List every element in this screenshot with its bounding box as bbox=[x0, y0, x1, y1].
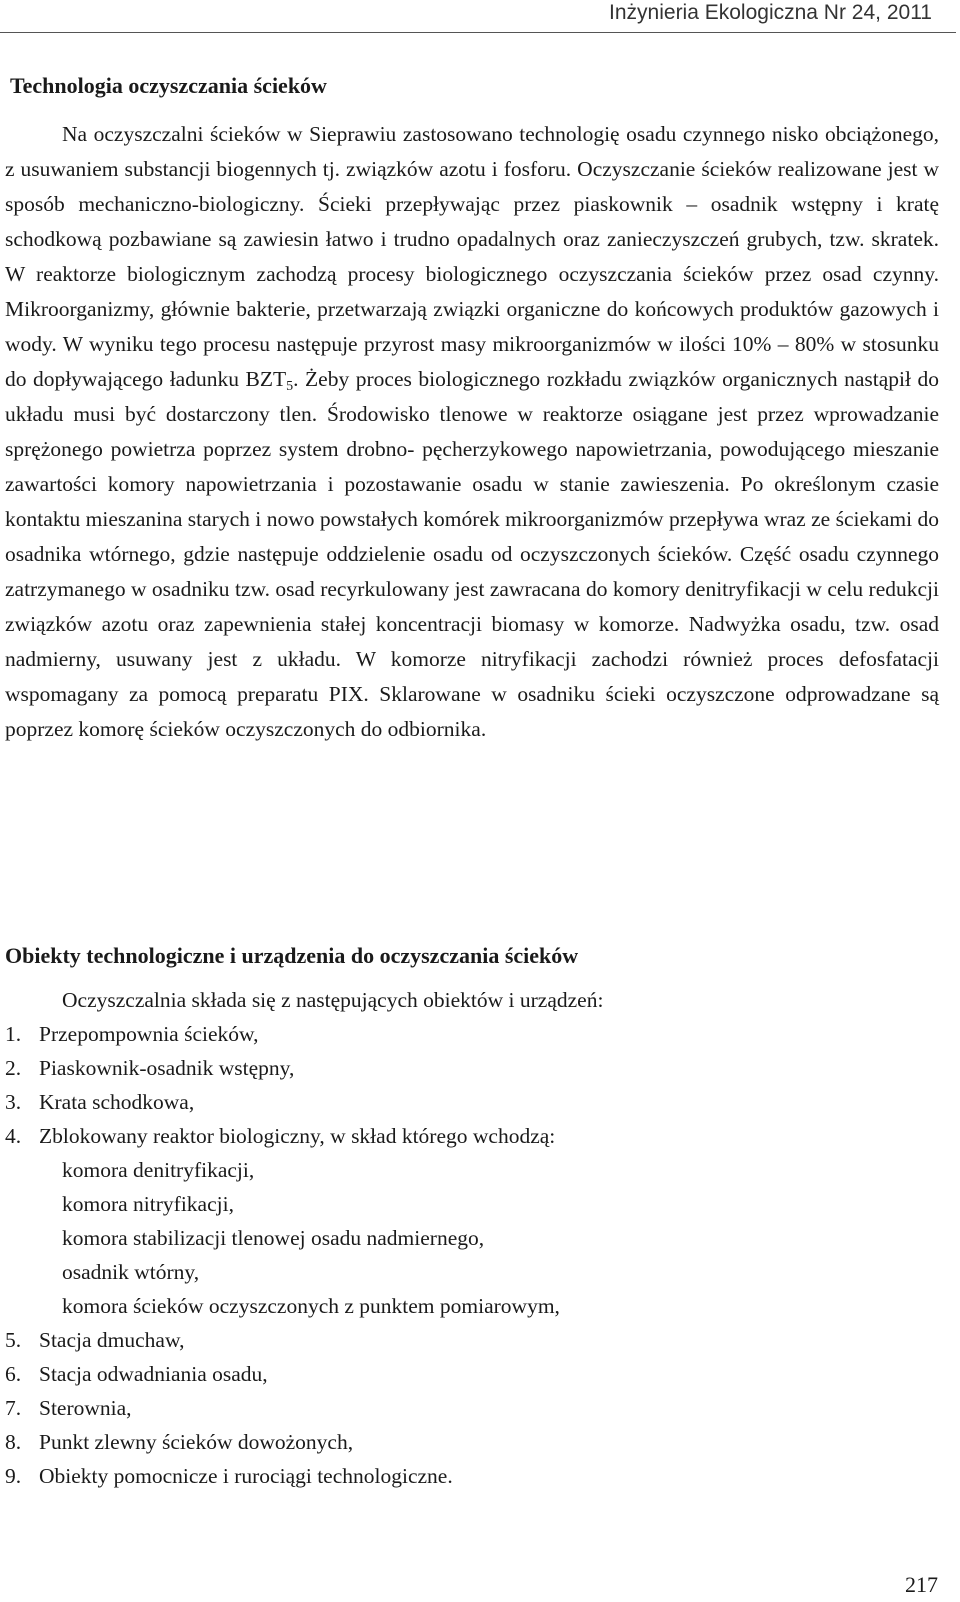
sublist-item: komora stabilizacji tlenowej osadu nadmiernego, bbox=[62, 1226, 485, 1250]
list-item bbox=[5, 1085, 560, 1119]
list-item-text: Stacja dmuchaw, bbox=[39, 1328, 185, 1352]
body-paragraph bbox=[5, 117, 939, 747]
list-number: 6. bbox=[5, 1362, 22, 1386]
bzt-subscript: 5 bbox=[286, 379, 294, 394]
reactor-sublist bbox=[5, 1153, 560, 1323]
list-item-text: Punkt zlewny ścieków dowożonych, bbox=[39, 1430, 354, 1454]
list-intro: Oczyszczalnia składa się z następujących obiektów i urządzeń: bbox=[62, 988, 604, 1012]
list-number: 3. bbox=[5, 1090, 22, 1114]
list-number: 5. bbox=[5, 1328, 22, 1352]
sublist-item: komora nitryfikacji, bbox=[62, 1192, 234, 1216]
list-item bbox=[5, 1323, 560, 1357]
list-number: 9. bbox=[5, 1464, 22, 1488]
list-number: 7. bbox=[5, 1396, 22, 1420]
header-rule bbox=[0, 32, 956, 33]
list-item-text: Obiekty pomocnicze i rurociągi technologiczne. bbox=[39, 1464, 453, 1488]
list-item-text: Krata schodkowa, bbox=[39, 1090, 195, 1114]
objects-list bbox=[5, 1017, 560, 1493]
list-item-text: Przepompownia ścieków, bbox=[39, 1022, 259, 1046]
list-item bbox=[5, 1357, 560, 1391]
list-item-text: Piaskownik-osadnik wstępny, bbox=[39, 1056, 295, 1080]
paragraph-text-continued: . Żeby proces biologicznego rozkładu związków organicznych nastąpił do układu musi być dostarczony tlen. Środowisko tlenowe w reaktorze osiągane jest przez wprowadzanie sprężonego powietrza poprzez system drobno- pęcherzykowego napowietrzania, powodującego mieszanie zawartości komory napowietrzania i pozostawanie osadu w stanie zawieszenia. Po określonym czasie kontaktu mieszanina starych i nowo powstałych komórek mikroorganizmów przepływa wraz ze ściekami do osadnika wtórnego, gdzie następuje oddzielenie osadu od oczyszczonych ścieków. Część osadu czynnego zatrzymanego w osadniku tzw. osad recyrkulowany jest zawracana do komory denitryfikacji w celu redukcji związków azotu oraz zapewnienia stałej koncentracji biomasy w komorze. Nadwyżka osadu, tzw. osad nadmierny, usuwany jest z układu. W komorze nitryfikacji zachodzi również proces defosfatacji wspomagany za pomocą preparatu PIX. Sklarowane w osadniku ścieki oczyszczone odprowadzane są poprzez komorę ścieków oczyszczonych do odbiornika. bbox=[5, 367, 939, 741]
page-number: 217 bbox=[905, 1572, 938, 1597]
running-header: Inżynieria Ekologiczna Nr 24, 2011 bbox=[609, 1, 932, 24]
list-item bbox=[5, 1051, 560, 1085]
sublist-item: komora ścieków oczyszczonych z punktem pomiarowym, bbox=[62, 1294, 560, 1318]
section-heading-objects: Obiekty technologiczne i urządzenia do oczyszczania ścieków bbox=[5, 943, 579, 968]
list-item bbox=[5, 1391, 560, 1425]
list-number: 1. bbox=[5, 1022, 22, 1046]
list-item bbox=[5, 1119, 560, 1153]
list-item-text: Sterownia, bbox=[39, 1396, 132, 1420]
list-item bbox=[5, 1459, 560, 1493]
sublist-item: komora denitryfikacji, bbox=[62, 1158, 255, 1182]
list-number: 8. bbox=[5, 1430, 22, 1454]
list-item-text: Zblokowany reaktor biologiczny, w skład którego wchodzą: bbox=[39, 1124, 556, 1148]
list-number: 2. bbox=[5, 1056, 22, 1080]
list-item bbox=[5, 1425, 560, 1459]
sublist-item: osadnik wtórny, bbox=[62, 1260, 200, 1284]
paragraph-text: Na oczyszczalni ścieków w Sieprawiu zastosowano technologię osadu czynnego nisko obciążonego, z usuwaniem substancji biogennych tj. związków azotu i fosforu. Oczyszczanie ścieków realizowane jest w sposób mechaniczno-biologiczny. Ścieki przepływając przez piaskownik – osadnik wstępny i kratę schodkową pozbawiane są zawiesin łatwo i trudno opadalnych oraz zanieczyszczeń grubych, tzw. skratek. W reaktorze biologicznym zachodzą procesy biologicznego oczyszczania ścieków przez osad czynny. Mikroorganizmy, głównie bakterie, przetwarzają związki organiczne do końcowych produktów gazowych i wody. W wyniku tego procesu następuje przyrost masy mikroorganizmów w ilości 10% – 80% w stosunku do dopływającego ładunku BZT bbox=[5, 122, 939, 391]
section-heading-technology: Technologia oczyszczania ścieków bbox=[10, 73, 327, 98]
reactor-sublist-container bbox=[5, 1153, 560, 1323]
list-item bbox=[5, 1017, 560, 1051]
list-item-text: Stacja odwadniania osadu, bbox=[39, 1362, 268, 1386]
list-number: 4. bbox=[5, 1124, 22, 1148]
